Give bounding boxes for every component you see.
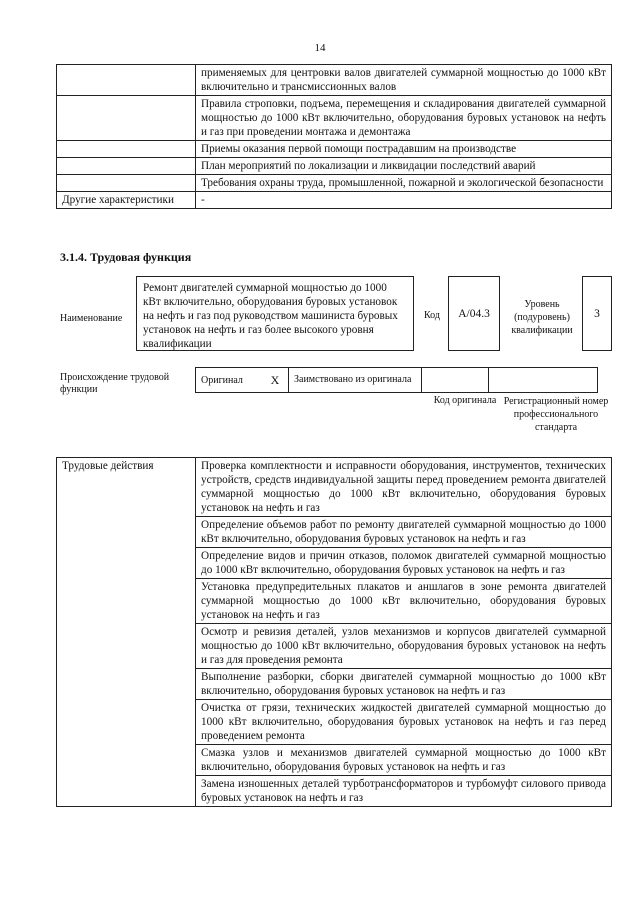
original-mark: X bbox=[262, 368, 289, 393]
table-row bbox=[57, 65, 612, 96]
action-item: Осмотр и ревизия деталей, узлов механизмов и корпусов двигателей суммарной мощностью до 1000 кВт включительно, оборудования буровых установок на нефть и газ для проведения ремонта bbox=[196, 624, 612, 669]
row-label bbox=[57, 175, 196, 192]
row-text: План мероприятий по локализации и ликвидации последствий аварий bbox=[196, 158, 612, 175]
other-characteristics-value: - bbox=[196, 192, 612, 209]
level-label: Уровень (подуровень) квалификации bbox=[511, 299, 573, 336]
action-item: Установка предупредительных плакатов и аншлагов в зоне ремонта двигателей суммарной мощностью до 1000 кВт включительно, оборудования буровых установок на нефть и газ bbox=[196, 579, 612, 624]
reg-number-cell bbox=[489, 368, 598, 393]
table-row bbox=[57, 141, 612, 158]
table-row bbox=[57, 96, 612, 141]
labor-actions-label: Трудовые действия bbox=[57, 458, 196, 807]
borrowed-label: Заимствовано из оригинала bbox=[289, 368, 422, 393]
action-item: Замена изношенных деталей турботрансформаторов и турбомуфт силового привода буровых установок на нефть и газ bbox=[196, 776, 612, 807]
row-label bbox=[57, 141, 196, 158]
row-label bbox=[57, 65, 196, 96]
row-text: применяемых для центровки валов двигателей суммарной мощностью до 1000 кВт включительно и трансмиссионных валов bbox=[196, 65, 612, 96]
original-code-cell bbox=[422, 368, 489, 393]
table-row bbox=[57, 175, 612, 192]
origin-label: Происхождение трудовой функции bbox=[60, 372, 170, 395]
action-item: Выполнение разборки, сборки двигателей суммарной мощностью до 1000 кВт включительно, оборудования буровых установок на нефть и газ bbox=[196, 669, 612, 700]
row-text: Приемы оказания первой помощи пострадавшим на производстве bbox=[196, 141, 612, 158]
function-code-box: A/04.3 bbox=[448, 276, 500, 351]
table-row bbox=[57, 158, 612, 175]
action-item: Проверка комплектности и исправности оборудования, инструментов, технических устройств, средств индивидуальной защиты перед проведением ремонта двигателей суммарной мощностью до 1000 кВт включительно, оборудования буровых установок на нефть и газ bbox=[196, 458, 612, 517]
name-label: Наименование bbox=[60, 313, 123, 324]
original-code-caption: Код оригинала bbox=[433, 395, 497, 406]
action-item: Определение видов и причин отказов, поломок двигателей суммарной мощностью до 1000 кВт включительно, оборудования буровых установок на нефть и газ bbox=[196, 548, 612, 579]
other-characteristics-label: Другие характеристики bbox=[57, 192, 196, 209]
code-label: Код bbox=[424, 310, 440, 321]
action-item: Смазка узлов и механизмов двигателей суммарной мощностью до 1000 кВт включительно, оборудования буровых установок на нефть и газ bbox=[196, 745, 612, 776]
action-item: Очистка от грязи, технических жидкостей двигателей суммарной мощностью до 1000 кВт включительно, оборудования буровых установок на нефть и газ перед проведением ремонта bbox=[196, 700, 612, 745]
page-number: 14 bbox=[314, 42, 326, 54]
action-item: Определение объемов работ по ремонту двигателей суммарной мощностью до 1000 кВт включительно, оборудования буровых установок на нефть и газ bbox=[196, 517, 612, 548]
table-row bbox=[57, 458, 612, 517]
table-row bbox=[57, 192, 612, 209]
labor-actions-table bbox=[56, 457, 612, 807]
section-title: 3.1.4. Трудовая функция bbox=[60, 250, 192, 264]
row-text: Требования охраны труда, промышленной, пожарной и экологической безопасности bbox=[196, 175, 612, 192]
level-value-box: 3 bbox=[582, 276, 612, 351]
knowledge-table bbox=[56, 64, 612, 209]
row-text: Правила строповки, подъема, перемещения и складирования двигателей суммарной мощностью до 1000 кВт включительно, оборудования буровых установок на нефть и газ при проведении монтажа и демонтажа bbox=[196, 96, 612, 141]
row-label bbox=[57, 158, 196, 175]
original-label: Оригинал bbox=[196, 368, 263, 393]
row-label bbox=[57, 96, 196, 141]
origin-table bbox=[195, 367, 598, 393]
function-name-box: Ремонт двигателей суммарной мощностью до 1000 кВт включительно, оборудования буровых установок на нефть и газ под руководством машиниста буровых установок на нефть и газ более высокого уровня квалификации bbox=[136, 276, 414, 351]
reg-number-caption: Регистрационный номер профессионального стандарта bbox=[503, 396, 609, 433]
